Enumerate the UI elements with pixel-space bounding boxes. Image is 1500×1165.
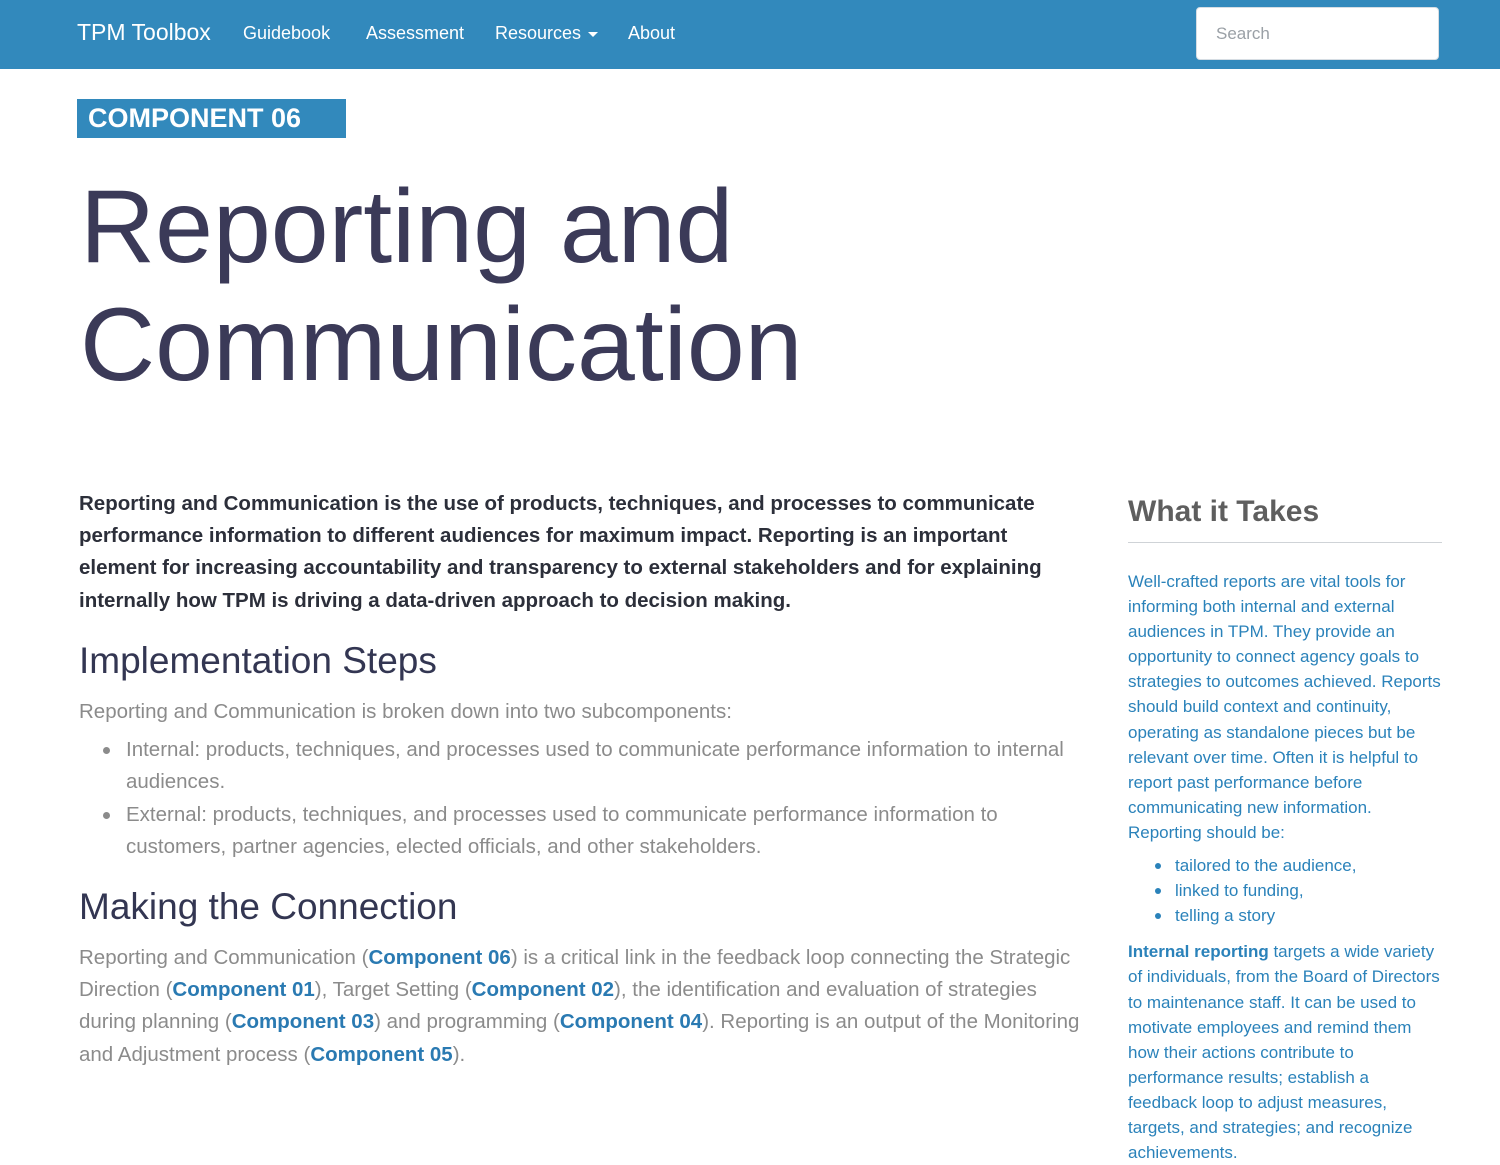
implementation-steps-heading: Implementation Steps [79, 640, 437, 681]
connection-text: ), Target Setting ( [314, 978, 472, 1002]
subcomponent-list [79, 734, 1089, 864]
reporting-criteria-list [1128, 853, 1442, 928]
list-item: tailored to the audience, [1175, 853, 1442, 878]
nav-link-about[interactable]: About [628, 23, 676, 43]
component-06-link[interactable]: Component 06 [368, 946, 511, 969]
top-navbar [0, 0, 1500, 69]
component-05-link[interactable]: Component 05 [310, 1042, 453, 1066]
implementation-lead: Reporting and Communication is broken down into two subcomponents: [79, 700, 732, 723]
making-connection-heading: Making the Connection [79, 886, 458, 927]
page-title-line-1: Reporting and [80, 169, 734, 285]
component-03-link[interactable]: Component 03 [231, 1010, 375, 1034]
sidebar-paragraph-2 [1128, 939, 1442, 1165]
nav-resources-label: Resources [495, 23, 582, 43]
brand-link[interactable]: TPM Toolbox [77, 19, 211, 45]
search-input[interactable] [1196, 7, 1439, 60]
sidebar-paragraph-1: Well-crafted reports are vital tools for informing both internal and external audiences in TPM. They provide an opportunity to connect agency goals to strategies to outcomes achieved. Reports should build context and continuity, operating as standalone pieces but be relevant over time. Often it is helpful to report past performance before communicating new information. Reporting should be: [1128, 572, 1441, 842]
what-it-takes-sidebar [1128, 492, 1442, 1165]
list-item: Internal: products, techniques, and processes used to communicate performance information to internal audiences. [126, 734, 1089, 798]
connection-text: ). [452, 1042, 466, 1066]
connection-text: ), the identification and evaluation of strategies during planning ( [79, 978, 1037, 1034]
intro-paragraph: Reporting and Communication is the use of products, techniques, and processes to communicate performance information to different audiences for maximum impact. Reporting is an important element for increasing accountability and transparency to external stakeholders and for explaining internally how TPM is driving a data-driven approach to decision making. [79, 492, 1042, 612]
component-badge: COMPONENT 06 [77, 99, 346, 138]
internal-reporting-label: Internal reporting [1128, 942, 1269, 962]
connection-text: ) is a critical link in the feedback loop connecting the Strategic Direction ( [79, 946, 1071, 1002]
page-title-line-2: Communication [80, 287, 803, 403]
nav-dropdown-resources[interactable] [495, 23, 598, 44]
list-item: telling a story [1175, 903, 1442, 928]
component-02-link[interactable]: Component 02 [471, 978, 615, 1002]
connection-text: ). Reporting is an output of the Monitoring and Adjustment process ( [79, 1010, 1080, 1066]
nav-link-guidebook[interactable]: Guidebook [243, 23, 331, 43]
list-item: External: products, techniques, and processes used to communicate performance information to customers, partner agencies, elected officials, and other stakeholders. [126, 799, 1089, 863]
page-title [80, 168, 803, 404]
component-04-link[interactable]: Component 04 [559, 1010, 703, 1034]
sidebar-paragraph-2-text: targets a wide variety of individuals, from the Board of Directors to maintenance staff. It can be used to motivate employees and remind them how their actions contribute to performance results; establish a feedback loop to adjust measures, targets, and strategies; and recognize achievements. [1128, 942, 1440, 1163]
connection-paragraph [79, 942, 1089, 1071]
list-item: linked to funding, [1175, 878, 1442, 903]
component-01-link[interactable]: Component 01 [172, 978, 315, 1002]
caret-down-icon [588, 32, 598, 37]
connection-text: Reporting and Communication ( [79, 946, 369, 969]
sidebar-title: What it Takes [1128, 495, 1320, 528]
sidebar-divider [1128, 542, 1442, 543]
nav-link-assessment[interactable]: Assessment [366, 23, 465, 43]
connection-text: ) and programming ( [374, 1010, 560, 1034]
